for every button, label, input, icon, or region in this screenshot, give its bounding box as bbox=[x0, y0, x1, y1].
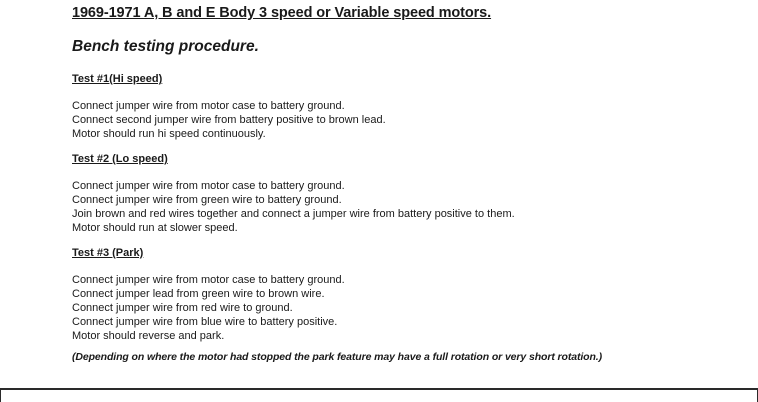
bottom-box bbox=[0, 390, 758, 402]
test-step: Join brown and red wires together and connect a jumper wire from battery positive to them. bbox=[72, 208, 515, 220]
document-title: 1969-1971 A, B and E Body 3 speed or Variable speed motors. bbox=[72, 5, 492, 21]
test-steps bbox=[72, 179, 752, 235]
test-step: Connect second jumper wire from battery positive to brown lead. bbox=[72, 114, 386, 126]
test-step: Connect jumper wire from motor case to battery ground. bbox=[72, 100, 345, 112]
test-steps bbox=[72, 273, 752, 343]
test-step: Connect jumper lead from green wire to brown wire. bbox=[72, 288, 325, 300]
test-step: Motor should reverse and park. bbox=[72, 330, 225, 342]
test-step: Connect jumper wire from blue wire to battery positive. bbox=[72, 316, 338, 328]
test-heading: Test #1(Hi speed) bbox=[72, 73, 163, 85]
test-step: Motor should run hi speed continuously. bbox=[72, 128, 266, 140]
test-heading: Test #2 (Lo speed) bbox=[72, 153, 168, 165]
test-step: Connect jumper wire from green wire to battery ground. bbox=[72, 194, 342, 206]
park-note: (Depending on where the motor had stopped the park feature may have a full rotation or very short rotation.) bbox=[72, 351, 603, 363]
test-step: Connect jumper wire from motor case to battery ground. bbox=[72, 274, 345, 286]
test-section-lo-speed bbox=[72, 152, 752, 235]
test-step: Connect jumper wire from red wire to ground. bbox=[72, 302, 293, 314]
test-heading: Test #3 (Park) bbox=[72, 247, 144, 259]
test-steps bbox=[72, 99, 752, 141]
test-section-park bbox=[72, 246, 752, 343]
test-step: Motor should run at slower speed. bbox=[72, 222, 238, 234]
test-step: Connect jumper wire from motor case to battery ground. bbox=[72, 180, 345, 192]
document-subtitle: Bench testing procedure. bbox=[72, 38, 259, 55]
test-section-hi-speed bbox=[72, 72, 752, 141]
